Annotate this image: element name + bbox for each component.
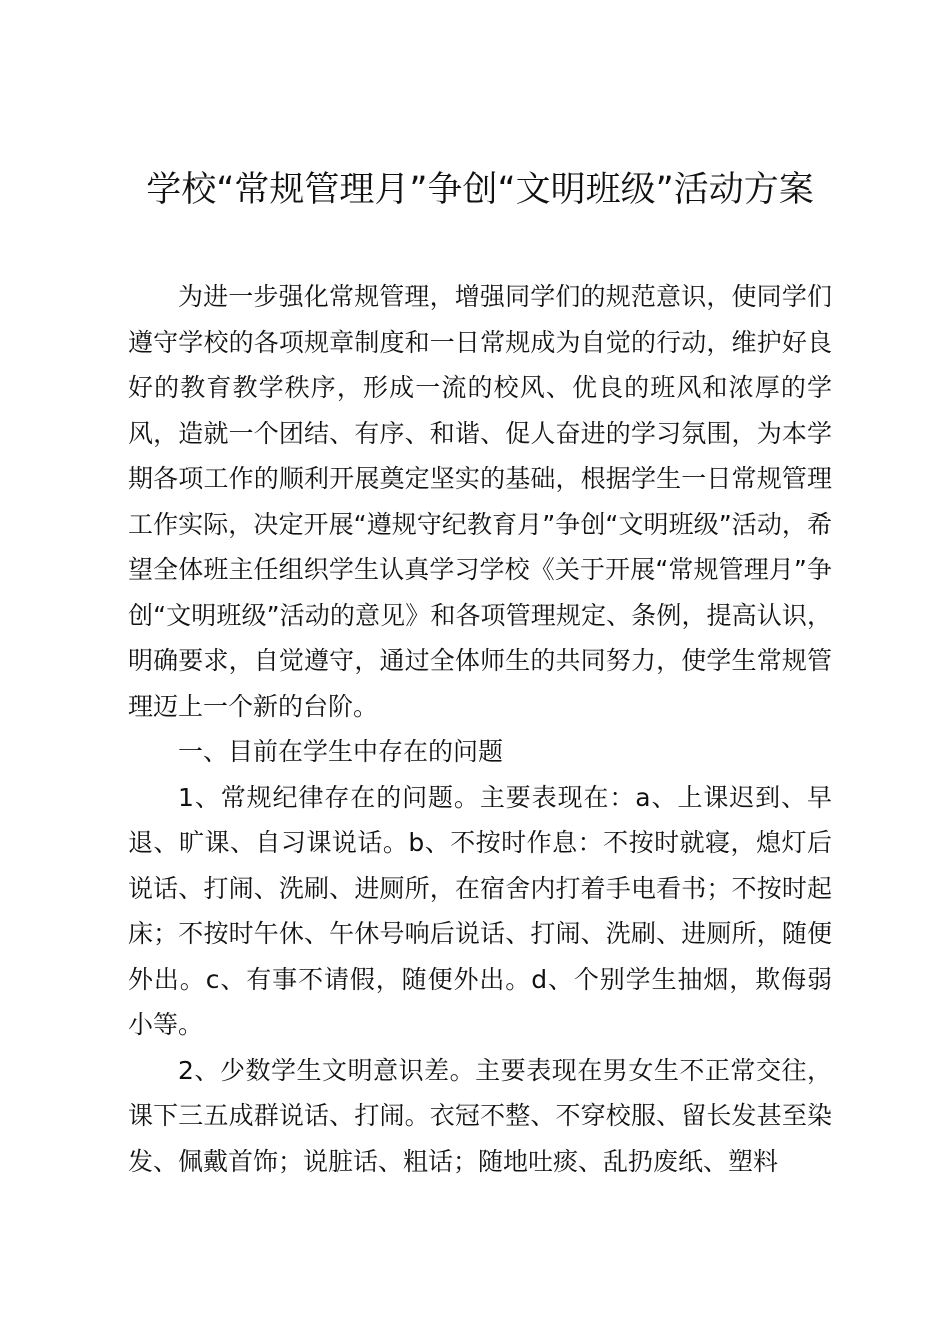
paragraph-discipline-problems: 1、常规纪律存在的问题。主要表现在：a、上课迟到、早退、旷课、自习课说话。b、不按时作息：不按时就寝，熄灯后说话、打闹、洗刷、进厕所，在宿舍内打着手电看书；不按时起床；不按时午休、午休号响后说话、打闹、洗刷、进厕所，随便外出。c、有事不请假，随便外出。d、个别学生抽烟，欺侮弱小等。	[128, 782, 832, 1039]
document-body	[128, 274, 832, 1184]
intro-paragraph: 为进一步强化常规管理，增强同学们的规范意识，使同学们遵守学校的各项规章制度和一日常规成为自觉的行动，维护好良好的教育教学秩序，形成一流的校风、优良的班风和浓厚的学风，造就一个团结、有序、和谐、促人奋进的学习氛围，为本学期各项工作的顺利开展奠定坚实的基础，根据学生一日常规管理工作实际，决定开展“遵规守纪教育月”争创“文明班级”活动，希望全体班主任组织学生认真学习学校《关于开展“常规管理月”争创“文明班级”活动的意见》和各项管理规定、条例，提高认识，明确要求，自觉遵守，通过全体师生的共同努力，使学生常规管理迈上一个新的台阶。	[128, 282, 832, 721]
section-heading-problems: 一、目前在学生中存在的问题	[178, 737, 504, 766]
paragraph-civility-problems: 2、少数学生文明意识差。主要表现在男女生不正常交往，课下三五成群说话、打闹。衣冠不整、不穿校服、留长发甚至染发、佩戴首饰；说脏话、粗话；随地吐痰、乱扔废纸、塑料	[128, 1055, 832, 1176]
document-title: 学校“常规管理月”争创“文明班级”活动方案	[146, 170, 814, 210]
